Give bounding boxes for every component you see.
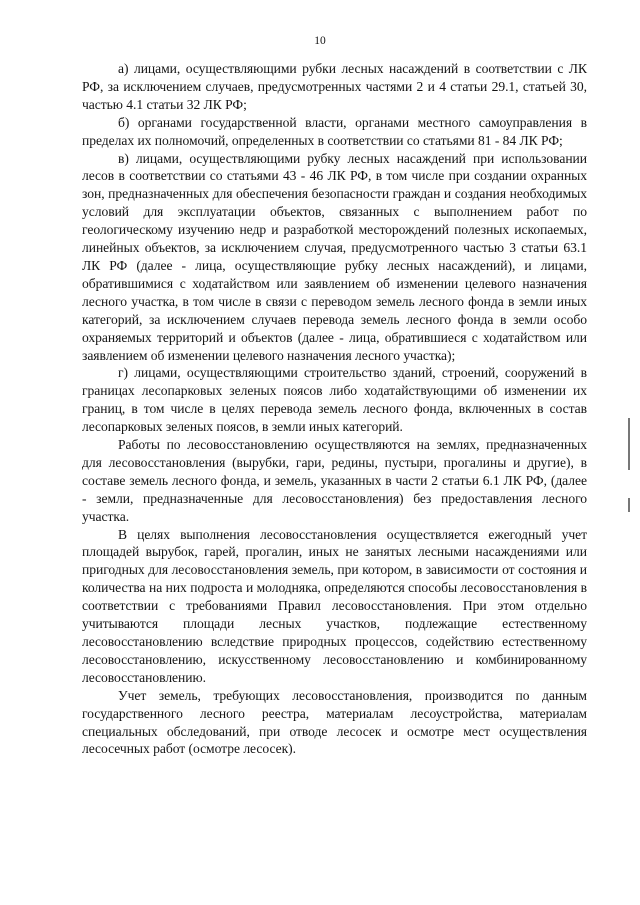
paragraph-land-accounting: Учет земель, требующих лесовосстановления, производится по данным государственного лесного реестра, материалам лесоустройства, материалам специальных обследований, при отводе лесосек и осмотре мест осуществления лесосечных работ (осмотре лесосек). — [82, 687, 587, 757]
scan-edge-mark — [628, 418, 630, 470]
page-number: 10 — [314, 35, 326, 47]
document-body — [82, 60, 587, 758]
paragraph-g: г) лицами, осуществляющими строительство зданий, строений, сооружений в границах лесопарковых зеленых поясов либо ходатайствующими об изменении их границ, в том числе в целях перевода земель лесного фонда, включенных в состав лесопарковых зеленых поясов, в земли иных категорий. — [82, 365, 587, 435]
paragraph-v: в) лицами, осуществляющими рубку лесных насаждений при использовании лесов в соответствии со статьями 43 - 46 ЛК РФ, в том числе при создании охранных зон, предназначенных для обеспечения безопасности граждан и создания необходимых условий для эксплуатации объектов, связанных с выполнением работ по геологическому изучению недр и разработкой месторождений полезных ископаемых, линейных объектов, за исключением случая, предусмотренного частью 3 статьи 63.1 ЛК РФ (далее - лица, осуществляющие рубку лесных насаждений), и лицами, обратившимися с ходатайством или заявлением об изменении целевого назначения лесного участка, в том числе в связи с переводом земель лесного фонда в земли иных категорий, за исключением случаев перевода земель лесного фонда в земли особо охраняемых территорий и объектов (далее - лица, обратившиеся с ходатайством или заявлением об изменении целевого назначения лесного участка); — [82, 150, 587, 363]
paragraph-b: б) органами государственной власти, органами местного самоуправления в пределах их полномочий, определенных в соответствии со статьями 81 - 84 ЛК РФ; — [82, 114, 587, 148]
paragraph-reforestation-works: Работы по лесовосстановлению осуществляются на землях, предназначенных для лесовосстановления (вырубки, гари, редины, пустыри, прогалины и другие), в составе земель лесного фонда, и земель, указанных в части 2 статьи 6.1 ЛК РФ, (далее - земли, предназначенные для лесовосстановления) без предоставления лесного участка. — [82, 437, 587, 524]
paragraph-a: а) лицами, осуществляющими рубки лесных насаждений в соответствии с ЛК РФ, за исключением случаев, предусмотренных частями 2 и 4 статьи 29.1, статьей 30, частью 4.1 статьи 32 ЛК РФ; — [82, 61, 587, 112]
paragraph-annual-accounting: В целях выполнения лесовосстановления осуществляется ежегодный учет площадей вырубок, гарей, прогалин, иных не занятых лесными насаждениями или пригодных для лесовосстановления земель, при котором, в зависимости от состояния и количества на них подроста и молодняка, определяются способы лесовосстановления в соответствии с требованиями Правил лесовосстановления. При этом отдельно учитываются площади лесных участков, подлежащие естественному лесовосстановлению вследствие природных процессов, содействию естественному лесовосстановлению, искусственному лесовосстановлению и комбинированному лесовосстановлению. — [82, 526, 587, 685]
scan-edge-mark — [628, 498, 630, 512]
